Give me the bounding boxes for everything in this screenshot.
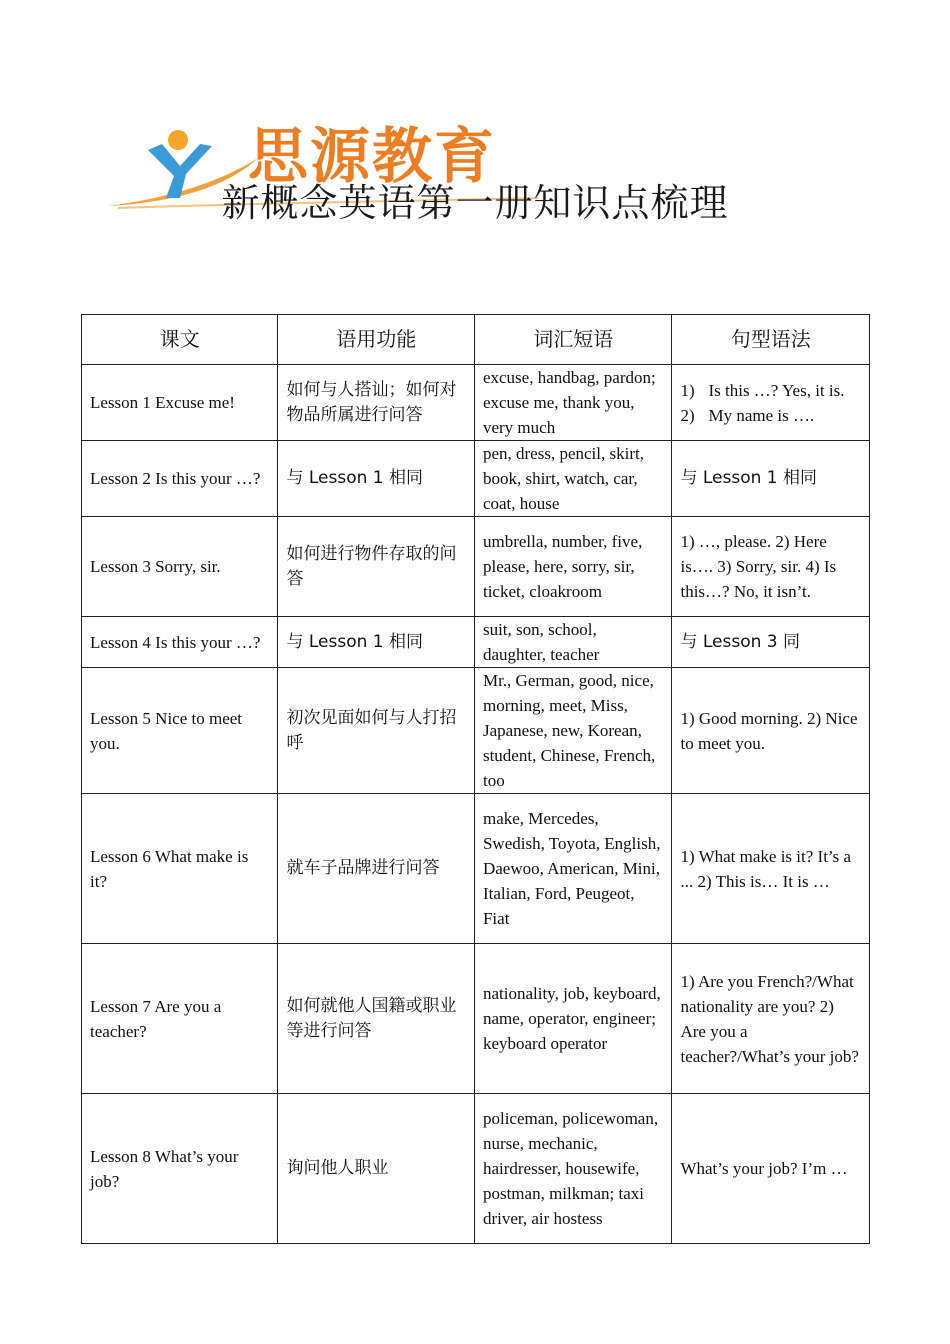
grammar-cell: 与 Lesson 3 同 [672,617,870,668]
table-row [82,617,870,668]
function-cell: 与 Lesson 1 相同 [278,441,474,517]
grammar-cell: What’s your job? I’m … [672,1094,870,1244]
lesson-cell: Lesson 3 Sorry, sir. [82,517,278,617]
vocab-cell: policeman, policewoman, nurse, mechanic, hairdresser, housewife, postman, milkman; taxi driver, air hostess [474,1094,672,1244]
vocab-cell: make, Mercedes, Swedish, Toyota, English, Daewoo, American, Mini, Italian, Ford, Peugeot, Fiat [474,794,672,944]
function-cell: 与 Lesson 1 相同 [278,617,474,668]
lesson-cell: Lesson 5 Nice to meet you. [82,668,278,794]
vocab-cell: Mr., German, good, nice, morning, meet, Miss, Japanese, new, Korean, student, Chinese, French, too [474,668,672,794]
lesson-cell: Lesson 2 Is this your …? [82,441,278,517]
logo-text: 思源教育 [248,122,496,192]
lesson-cell: Lesson 1 Excuse me! [82,365,278,441]
grammar-cell: 1) Good morning. 2) Nice to meet you. [672,668,870,794]
grammar-cell: 1) What make is it? It’s a ... 2) This is… It is … [672,794,870,944]
table-header-row [82,315,870,365]
vocab-cell: excuse, handbag, pardon; excuse me, thank you, very much [474,365,672,441]
table-row [82,1094,870,1244]
vocab-cell: nationality, job, keyboard, name, operator, engineer; keyboard operator [474,944,672,1094]
grammar-item: 1) Is this …? Yes, it is. [680,380,845,400]
grammar-list [680,378,861,428]
page-title: 新概念英语第一册知识点梳理 [221,181,729,225]
function-cell: 询问他人职业 [278,1094,474,1244]
vocab-cell: pen, dress, pencil, skirt, book, shirt, watch, car, coat, house [474,441,672,517]
lesson-cell: Lesson 8 What’s your job? [82,1094,278,1244]
table-row [82,944,870,1094]
table-row [82,794,870,944]
lesson-cell: Lesson 7 Are you a teacher? [82,944,278,1094]
function-cell: 就车子品牌进行问答 [278,794,474,944]
grammar-cell: 与 Lesson 1 相同 [672,441,870,517]
header-function: 语用功能 [278,315,474,365]
vocab-cell: umbrella, number, five, please, here, sorry, sir, ticket, cloakroom [474,517,672,617]
function-cell: 初次见面如何与人打招呼 [278,668,474,794]
vocab-cell: suit, son, school, daughter, teacher [474,617,672,668]
lesson-cell: Lesson 6 What make is it? [82,794,278,944]
lesson-cell: Lesson 4 Is this your …? [82,617,278,668]
table-row [82,365,870,441]
grammar-cell: 1) Are you French?/What nationality are you? 2) Are you a teacher?/What’s your job? [672,944,870,1094]
header-grammar: 句型语法 [672,315,870,365]
function-cell: 如何就他人国籍或职业等进行问答 [278,944,474,1094]
function-cell: 如何进行物件存取的问答 [278,517,474,617]
grammar-item: 2) My name is …. [680,405,815,425]
table-row [82,441,870,517]
grammar-cell [672,365,870,441]
table-row [82,668,870,794]
knowledge-table [81,314,870,1244]
function-cell: 如何与人搭讪；如何对物品所属进行问答 [278,365,474,441]
header-vocab: 词汇短语 [474,315,672,365]
header-lesson: 课文 [82,315,278,365]
grammar-cell: 1) …, please. 2) Here is…. 3) Sorry, sir. 4) Is this…? No, it isn’t. [672,517,870,617]
table-row [82,517,870,617]
